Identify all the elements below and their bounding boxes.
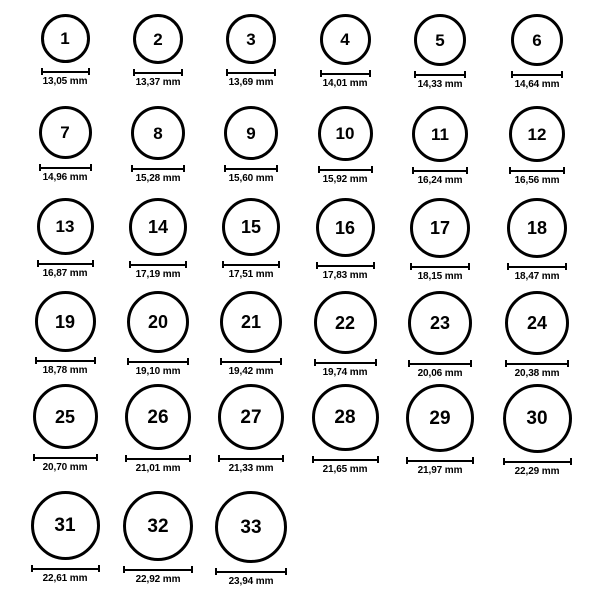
- dimension-annotation: [505, 360, 569, 379]
- dimension-bar: [412, 167, 468, 174]
- dimension-annotation: [131, 165, 185, 184]
- ring-size-label: 31: [54, 515, 76, 536]
- ring-size-cell: [211, 491, 291, 587]
- ring-size-cell: [305, 106, 385, 185]
- ring-circle: [316, 198, 375, 257]
- ring-size-label: 2: [153, 29, 163, 49]
- dimension-line: [320, 73, 371, 75]
- dimension-value: 16,87 mm: [42, 268, 88, 279]
- dimension-value: 15,92 mm: [322, 174, 368, 185]
- dimension-line: [412, 170, 468, 172]
- ring-size-cell: [211, 291, 291, 377]
- ring-size-cell: [305, 198, 385, 281]
- dimension-line: [414, 74, 466, 76]
- dimension-annotation: [406, 457, 474, 476]
- ring-size-cell: [211, 384, 291, 474]
- ring-size-label: 10: [335, 124, 355, 143]
- dimension-value: 18,78 mm: [42, 365, 88, 376]
- dimension-annotation: [314, 359, 377, 378]
- ring-circle: [312, 384, 379, 451]
- ring-size-cell: [305, 14, 385, 89]
- dimension-bar: [511, 71, 563, 78]
- ring-size-label: 9: [246, 123, 256, 143]
- ring-circle: [226, 14, 276, 64]
- ring-size-label: 28: [334, 407, 356, 428]
- dimension-bar: [503, 458, 572, 465]
- dimension-line: [503, 461, 572, 463]
- ring-size-label: 1: [60, 29, 70, 48]
- dimension-line: [408, 363, 472, 365]
- dimension-value: 21,65 mm: [322, 464, 368, 475]
- dimension-bar: [125, 455, 191, 462]
- dimension-value: 19,10 mm: [135, 366, 181, 377]
- ring-circle: [320, 14, 371, 65]
- ring-size-cell: [25, 491, 105, 584]
- ring-size-cell: [305, 291, 385, 378]
- dimension-annotation: [222, 261, 280, 280]
- dimension-value: 17,19 mm: [135, 269, 181, 280]
- dimension-line: [125, 458, 191, 460]
- ring-size-label: 13: [55, 217, 75, 236]
- dimension-line: [318, 169, 373, 171]
- ring-circle: [410, 198, 470, 258]
- dimension-bar: [505, 360, 569, 367]
- dimension-line: [410, 266, 470, 268]
- dimension-annotation: [41, 68, 90, 87]
- dimension-value: 19,42 mm: [228, 366, 274, 377]
- ring-size-label: 26: [147, 406, 169, 428]
- ring-size-label: 8: [153, 123, 163, 143]
- ring-size-label: 24: [526, 313, 548, 333]
- ring-size-label: 15: [240, 217, 262, 237]
- dimension-bar: [41, 68, 90, 75]
- ring-size-label: 7: [60, 123, 70, 142]
- dimension-line: [39, 167, 92, 169]
- dimension-annotation: [509, 167, 565, 186]
- dimension-value: 20,38 mm: [514, 368, 560, 379]
- ring-size-label: 12: [527, 124, 547, 144]
- dimension-value: 21,01 mm: [135, 463, 181, 474]
- ring-size-label: 3: [246, 29, 256, 49]
- ring-size-label: 16: [334, 217, 356, 238]
- ring-circle: [133, 14, 183, 64]
- ring-circle: [509, 106, 565, 162]
- dimension-annotation: [33, 454, 98, 473]
- dimension-bar: [408, 360, 472, 367]
- ring-circle: [408, 291, 472, 355]
- dimension-line: [35, 360, 96, 362]
- dimension-line: [218, 458, 284, 460]
- dimension-annotation: [412, 167, 468, 186]
- dimension-bar: [215, 568, 287, 575]
- dimension-bar: [507, 263, 567, 270]
- dimension-annotation: [507, 263, 567, 282]
- ring-circle: [129, 198, 187, 256]
- ring-size-label: 18: [526, 218, 548, 238]
- dimension-value: 18,47 mm: [514, 271, 560, 282]
- dimension-annotation: [37, 260, 94, 279]
- ring-size-label: 25: [54, 406, 76, 427]
- ring-circle: [125, 384, 191, 450]
- dimension-bar: [131, 165, 185, 172]
- dimension-line: [133, 72, 183, 74]
- dimension-bar: [31, 565, 100, 572]
- dimension-value: 15,60 mm: [228, 173, 274, 184]
- ring-size-cell: [25, 198, 105, 279]
- dimension-annotation: [123, 566, 193, 585]
- dimension-bar: [37, 260, 94, 267]
- dimension-annotation: [316, 262, 375, 281]
- dimension-line: [31, 568, 100, 570]
- dimension-line: [131, 168, 185, 170]
- ring-size-label: 21: [240, 312, 262, 332]
- ring-size-label: 4: [340, 30, 350, 49]
- ring-circle: [503, 384, 572, 453]
- ring-size-cell: [118, 384, 198, 474]
- dimension-value: 22,29 mm: [514, 466, 560, 477]
- dimension-annotation: [35, 357, 96, 376]
- dimension-bar: [312, 456, 379, 463]
- dimension-line: [314, 362, 377, 364]
- dimension-value: 14,96 mm: [42, 172, 88, 183]
- ring-size-label: 6: [532, 30, 542, 50]
- ring-size-label: 29: [429, 407, 451, 429]
- dimension-bar: [410, 263, 470, 270]
- dimension-annotation: [129, 261, 187, 280]
- dimension-line: [406, 460, 474, 462]
- dimension-value: 16,24 mm: [417, 175, 463, 186]
- ring-size-cell: [497, 291, 577, 379]
- dimension-value: 18,15 mm: [417, 271, 463, 282]
- dimension-line: [226, 72, 276, 74]
- dimension-annotation: [320, 70, 371, 89]
- ring-circle: [218, 384, 284, 450]
- dimension-bar: [33, 454, 98, 461]
- dimension-bar: [316, 262, 375, 269]
- ring-size-cell: [118, 291, 198, 377]
- ring-circle: [314, 291, 377, 354]
- dimension-value: 22,92 mm: [135, 574, 181, 585]
- dimension-line: [312, 459, 379, 461]
- dimension-annotation: [220, 358, 282, 377]
- ring-size-label: 14: [147, 217, 169, 237]
- dimension-value: 19,74 mm: [322, 367, 368, 378]
- dimension-bar: [509, 167, 565, 174]
- dimension-bar: [123, 566, 193, 573]
- ring-size-cell: [118, 198, 198, 280]
- dimension-line: [129, 264, 187, 266]
- dimension-line: [509, 170, 565, 172]
- dimension-annotation: [408, 360, 472, 379]
- dimension-value: 21,97 mm: [417, 465, 463, 476]
- dimension-line: [511, 74, 563, 76]
- dimension-annotation: [31, 565, 100, 584]
- ring-circle: [35, 291, 96, 352]
- ring-size-cell: [25, 384, 105, 473]
- dimension-value: 14,33 mm: [417, 79, 463, 90]
- dimension-value: 14,01 mm: [322, 78, 368, 89]
- ring-size-label: 5: [435, 30, 445, 50]
- dimension-line: [505, 363, 569, 365]
- ring-size-label: 22: [334, 312, 356, 333]
- ring-size-cell: [497, 384, 577, 477]
- dimension-line: [123, 569, 193, 571]
- dimension-bar: [320, 70, 371, 77]
- dimension-annotation: [133, 69, 183, 88]
- dimension-annotation: [125, 455, 191, 474]
- ring-circle: [220, 291, 282, 353]
- ring-size-label: 11: [431, 124, 449, 144]
- dimension-bar: [127, 358, 189, 365]
- ring-size-label: 23: [429, 313, 451, 333]
- dimension-line: [222, 264, 280, 266]
- ring-size-cell: [211, 106, 291, 184]
- dimension-annotation: [224, 165, 278, 184]
- ring-circle: [33, 384, 98, 449]
- ring-circle: [414, 14, 466, 66]
- dimension-bar: [318, 166, 373, 173]
- ring-size-label: 17: [429, 218, 451, 238]
- ring-size-label: 27: [240, 406, 262, 428]
- ring-circle: [37, 198, 94, 255]
- ring-size-label: 19: [54, 311, 76, 332]
- ring-size-label: 30: [526, 408, 548, 429]
- dimension-line: [316, 265, 375, 267]
- dimension-annotation: [39, 164, 92, 183]
- dimension-bar: [220, 358, 282, 365]
- ring-circle: [224, 106, 278, 160]
- dimension-annotation: [318, 166, 373, 185]
- ring-size-cell: [211, 14, 291, 88]
- dimension-bar: [414, 71, 466, 78]
- dimension-annotation: [127, 358, 189, 377]
- dimension-annotation: [410, 263, 470, 282]
- dimension-line: [33, 457, 98, 459]
- ring-size-cell: [25, 106, 105, 183]
- dimension-line: [41, 71, 90, 73]
- ring-circle: [511, 14, 563, 66]
- ring-size-cell: [25, 14, 105, 87]
- ring-size-cell: [118, 106, 198, 184]
- ring-size-label: 20: [147, 312, 169, 332]
- dimension-line: [507, 266, 567, 268]
- dimension-annotation: [312, 456, 379, 475]
- dimension-value: 17,83 mm: [322, 270, 368, 281]
- dimension-bar: [218, 455, 284, 462]
- dimension-value: 22,61 mm: [42, 573, 88, 584]
- dimension-line: [215, 571, 287, 573]
- dimension-annotation: [226, 69, 276, 88]
- ring-circle: [131, 106, 185, 160]
- ring-size-cell: [400, 198, 480, 282]
- ring-size-cell: [118, 14, 198, 88]
- ring-circle: [412, 106, 468, 162]
- ring-size-cell: [400, 384, 480, 476]
- dimension-bar: [35, 357, 96, 364]
- ring-circle: [318, 106, 373, 161]
- ring-size-cell: [118, 491, 198, 585]
- ring-size-label: 32: [147, 515, 169, 537]
- dimension-value: 13,69 mm: [228, 77, 274, 88]
- ring-size-cell: [305, 384, 385, 475]
- dimension-bar: [224, 165, 278, 172]
- ring-circle: [507, 198, 567, 258]
- ring-size-cell: [211, 198, 291, 280]
- ring-size-cell: [400, 106, 480, 186]
- dimension-line: [220, 361, 282, 363]
- ring-size-label: 33: [240, 516, 262, 538]
- dimension-value: 15,28 mm: [135, 173, 181, 184]
- ring-size-cell: [497, 198, 577, 282]
- dimension-line: [224, 168, 278, 170]
- dimension-value: 13,05 mm: [42, 76, 88, 87]
- dimension-annotation: [414, 71, 466, 90]
- dimension-value: 14,64 mm: [514, 79, 560, 90]
- ring-size-cell: [400, 291, 480, 379]
- dimension-value: 13,37 mm: [135, 77, 181, 88]
- dimension-annotation: [511, 71, 563, 90]
- ring-size-cell: [25, 291, 105, 376]
- dimension-annotation: [503, 458, 572, 477]
- dimension-bar: [314, 359, 377, 366]
- dimension-bar: [222, 261, 280, 268]
- ring-circle: [31, 491, 100, 560]
- ring-circle: [406, 384, 474, 452]
- dimension-annotation: [215, 568, 287, 587]
- ring-size-cell: [497, 106, 577, 186]
- dimension-value: 17,51 mm: [228, 269, 274, 280]
- dimension-value: 20,06 mm: [417, 368, 463, 379]
- dimension-value: 16,56 mm: [514, 175, 560, 186]
- dimension-bar: [406, 457, 474, 464]
- ring-circle: [222, 198, 280, 256]
- ring-circle: [41, 14, 90, 63]
- dimension-bar: [226, 69, 276, 76]
- dimension-bar: [129, 261, 187, 268]
- dimension-value: 21,33 mm: [228, 463, 274, 474]
- dimension-bar: [39, 164, 92, 171]
- dimension-line: [37, 263, 94, 265]
- ring-circle: [123, 491, 193, 561]
- ring-circle: [505, 291, 569, 355]
- ring-size-cell: [497, 14, 577, 90]
- dimension-bar: [133, 69, 183, 76]
- ring-circle: [215, 491, 287, 563]
- dimension-annotation: [218, 455, 284, 474]
- dimension-line: [127, 361, 189, 363]
- dimension-value: 23,94 mm: [228, 576, 274, 587]
- ring-size-cell: [400, 14, 480, 90]
- ring-circle: [39, 106, 92, 159]
- dimension-value: 20,70 mm: [42, 462, 88, 473]
- ring-circle: [127, 291, 189, 353]
